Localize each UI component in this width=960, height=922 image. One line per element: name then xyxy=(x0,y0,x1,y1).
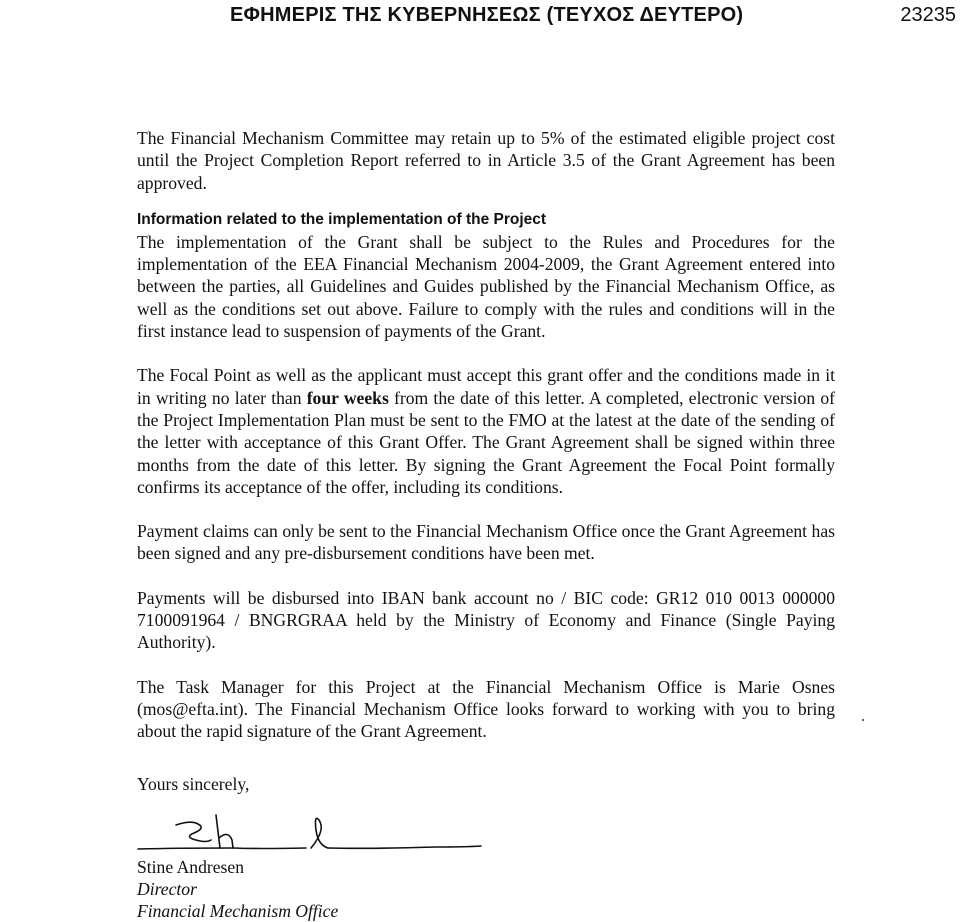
letter-body xyxy=(137,127,835,765)
signatory-block xyxy=(137,856,338,922)
signatory-name: Stine Andresen xyxy=(137,857,245,877)
paragraph-retention: The Financial Mechanism Committee may retain up to 5% of the estimated eligible project cost until the Project Completion Report referred to in Article 3.5 of the Grant Agreement has been approved. xyxy=(137,128,835,193)
scan-dot xyxy=(862,719,864,721)
paragraph-task-manager: The Task Manager for this Project at the Financial Mechanism Office is Marie Osnes (mos@efta.int). The Financial Mechanism Office looks forward to working with you to bring about the rapid signature of the Grant Agreement. xyxy=(137,676,835,742)
closing-salutation: Yours sincerely, xyxy=(137,774,250,794)
acceptance-deadline: four weeks xyxy=(306,387,389,408)
section-heading: Information related to the implementation of the Project xyxy=(137,210,547,228)
signatory-title: Director xyxy=(137,879,197,899)
handwritten-signature xyxy=(136,800,486,860)
acceptance-text-1: The Focal Point as well as the applicant must accept this grant offer and the conditions made in it in writing no later than xyxy=(137,365,835,408)
paragraph-implementation: The implementation of the Grant shall be subject to the Rules and Procedures for the implementation of the EEA Financial Mechanism 2004-2009, the Grant Agreement entered into between the parties, all Guidelines and Guides published by the Financial Mechanism Office, as well as the conditions set out above. Failure to comply with the rules and conditions will in the first instance lead to suspension of payments of the Grant. xyxy=(137,231,835,342)
paragraph-bank-account: Payments will be disbursed into IBAN bank account no / BIC code: GR12 010 0013 000000 7100091964 / BNGRGRAA held by the Ministry of Economy and Finance (Single Paying Authority). xyxy=(137,587,835,653)
gazette-title: ΕΦΗΜΕΡΙΣ ΤΗΣ ΚΥΒΕΡΝΗΣΕΩΣ (ΤΕΥΧΟΣ ΔΕΥΤΕΡΟ) xyxy=(230,4,744,26)
paragraph-payment-claims: Payment claims can only be sent to the Financial Mechanism Office once the Grant Agreement has been signed and any pre-disbursement conditions have been met. xyxy=(137,521,835,564)
acceptance-text-2: from the date of this letter. A completed, electronic version of the Project Implementation Plan must be sent to the FMO at the latest at the date of the sending of the letter with acceptance of this Grant Offer. The Grant Agreement shall be signed within three months from the date of this letter. By signing the Grant Agreement the Focal Point formally confirms its acceptance of the offer, including its conditions. xyxy=(137,387,836,497)
signatory-organization: Financial Mechanism Office xyxy=(137,901,339,921)
page-number: 23235 xyxy=(900,4,956,26)
page-header xyxy=(0,0,960,40)
paragraph-acceptance xyxy=(137,364,835,498)
